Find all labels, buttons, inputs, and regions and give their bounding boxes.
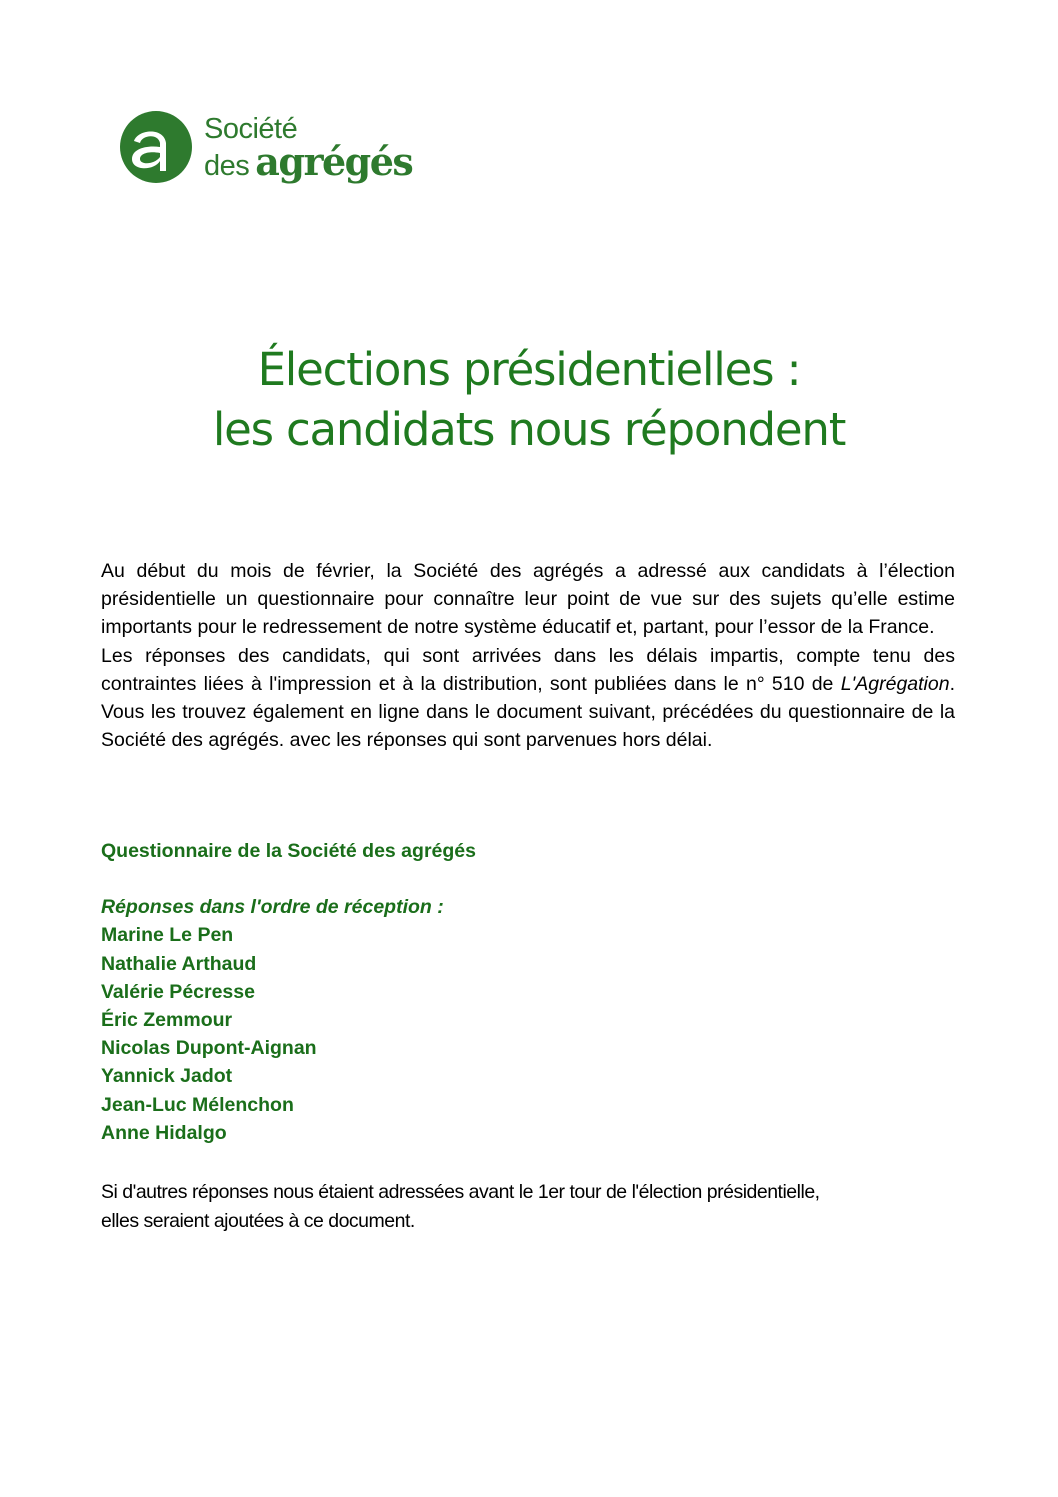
closing-note-line-2: elles seraient ajoutées à ce document.: [101, 1209, 415, 1232]
candidate-link-dupont-aignan[interactable]: Nicolas Dupont-Aignan: [101, 1037, 317, 1060]
intro-paragraph-2-end: . Vous les trouvez également en ligne dans le document suivant, précédées du questionnaire de la Société des agrégés. avec les réponses qui sont parvenues hors délai.: [101, 672, 955, 752]
title-line-1: Élections présidentielles :: [257, 343, 801, 396]
logo-line-des: des: [204, 150, 250, 182]
intro-text: [101, 557, 955, 754]
candidate-link-melenchon[interactable]: Jean-Luc Mélenchon: [101, 1093, 294, 1116]
intro-paragraph-2: [101, 642, 955, 755]
intro-paragraph-2-start: Les réponses des candidats, qui sont arrivées dans les délais impartis, compte tenu des contraintes liées à l'impression et à la distribution, sont publiées dans le n° 510 de: [101, 644, 955, 695]
candidate-list: [101, 921, 476, 1147]
logo-line-societe: Société: [204, 113, 298, 145]
candidate-link-le-pen[interactable]: Marine Le Pen: [101, 924, 234, 947]
logo-line-agreges: agrégés: [255, 139, 413, 184]
page-title: [0, 340, 1058, 460]
candidate-link-jadot[interactable]: Yannick Jadot: [101, 1065, 233, 1088]
documents-section: [101, 837, 476, 1147]
candidate-link-pecresse[interactable]: Valérie Pécresse: [101, 980, 255, 1003]
candidate-link-zemmour[interactable]: Éric Zemmour: [101, 1009, 233, 1032]
closing-note: [101, 1178, 981, 1235]
logo-wordmark: [204, 113, 413, 184]
title-line-2: les candidats nous répondent: [212, 403, 846, 456]
intro-paragraph-1: Au début du mois de février, la Société des agrégés a adressé aux candidats à l’élection présidentielle un questionnaire pour connaître leur point de vue sur des sujets qu’elle estime importants pour le redressement de notre système éducatif et, partant, pour l’essor de la France.: [101, 560, 955, 639]
candidate-link-arthaud[interactable]: Nathalie Arthaud: [101, 952, 257, 975]
responses-heading: Réponses dans l'ordre de réception :: [101, 896, 444, 919]
logo-a-icon: [120, 111, 192, 183]
closing-note-line-1: Si d'autres réponses nous étaient adressées avant le 1er tour de l'élection présidentielle,: [101, 1181, 820, 1203]
questionnaire-link[interactable]: Questionnaire de la Société des agrégés: [101, 840, 476, 862]
candidate-link-hidalgo[interactable]: Anne Hidalgo: [101, 1121, 227, 1144]
publication-title: L'Agrégation: [840, 672, 950, 695]
logo: [120, 111, 413, 191]
